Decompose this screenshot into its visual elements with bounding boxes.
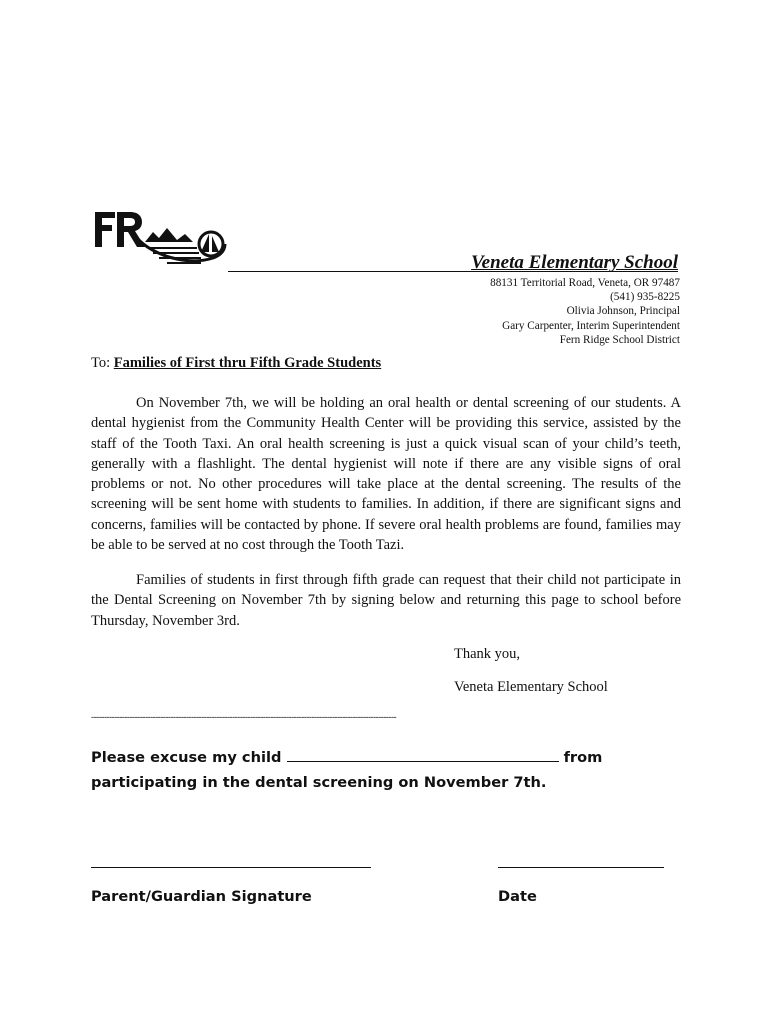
excuse-end: from participating in the dental screening on November 7th. — [91, 749, 603, 791]
paragraph-opt-out: Families of students in first through fifth grade can request that their child not participate in the Dental Screening on November 7th by signing below and returning this page to school before Thursday, November 3rd. — [91, 572, 681, 629]
address-block — [490, 276, 680, 347]
fern-ridge-logo — [93, 208, 228, 272]
address-street: 88131 Territorial Road, Veneta, OR 97487 — [490, 277, 680, 289]
recipient-line — [91, 355, 381, 372]
recipient-target: Families of First thru Fifth Grade Students — [113, 355, 382, 371]
logo-lettering: FR — [93, 208, 95, 209]
date-blank[interactable] — [498, 857, 664, 868]
address-superintendent: Gary Carpenter, Interim Superintendent — [502, 319, 680, 332]
child-name-blank[interactable] — [287, 750, 559, 762]
excuse-start: Please excuse my child — [91, 749, 287, 766]
address-district: Fern Ridge School District — [559, 333, 680, 346]
tear-off-line: ----------------------------------------------------------------------------------------------------------------------- — [91, 712, 397, 723]
paragraph-screening-info: On November 7th, we will be holding an oral health or dental screening of our students. A dental hygienist from the Community Health Center will be providing this service, assisted by the staff of the Tooth Taxi. An oral health screening is just a quick visual scan of your child’s teeth, generally with a flashlight. The dental hygienist will note if there are any visible signs of oral problems or not. No other procedures will take place at the dental screening. The results of the screening will be sent home with students to families. In addition, if there are significant signs and concerns, families will be contacted by phone. If severe oral health problems are found, families may be able to be served at no cost through the Tooth Tazi. — [91, 395, 681, 554]
address-principal: Olivia Johnson, Principal — [566, 305, 680, 318]
closing-signature: Veneta Elementary School — [454, 679, 608, 695]
excuse-statement — [91, 745, 691, 795]
closing-thanks: Thank you, — [454, 646, 521, 662]
school-name: Veneta Elementary School — [471, 252, 678, 273]
signature-blank[interactable] — [91, 857, 371, 868]
recipient-prefix: To: — [91, 355, 111, 371]
signature-label: Parent/Guardian Signature — [91, 888, 312, 905]
date-label: Date — [498, 888, 537, 905]
address-phone: (541) 935-8225 — [610, 291, 680, 304]
